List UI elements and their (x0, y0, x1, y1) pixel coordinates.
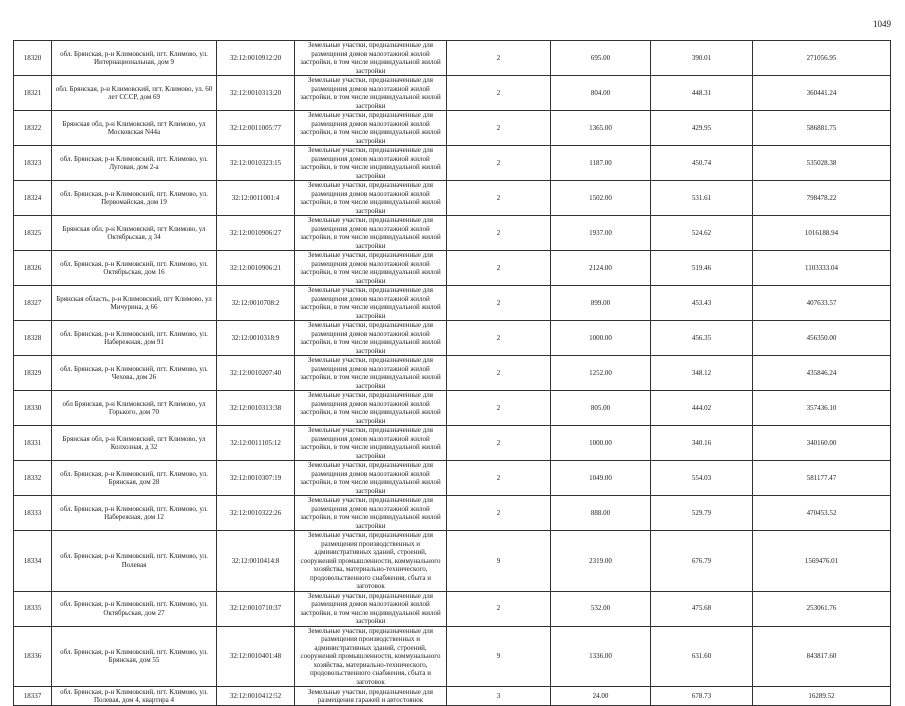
group-cell: 2 (447, 391, 551, 426)
area-cell: 1187.00 (551, 146, 651, 181)
area-cell: 24.00 (551, 687, 651, 706)
land-purpose-cell: Земельные участки, предназначенные для размещения домов малоэтажной жилой застройки, в том числе индивидуальной жилой застройки (295, 591, 447, 626)
cadastral-value-cell: 407633.57 (753, 286, 891, 321)
area-cell: 2319.00 (551, 531, 651, 592)
table-row (14, 496, 891, 531)
address-cell: Брянская область, р-н Климовский, пгт Климово, ул Мичурина, д 66 (52, 286, 217, 321)
group-cell: 2 (447, 461, 551, 496)
area-cell: 532.00 (551, 591, 651, 626)
cadastral-value-cell: 1569476.01 (753, 531, 891, 592)
address-cell: Брянская обл, р-н Климовский, пгт Климово, ул Октябрьская, д 34 (52, 216, 217, 251)
land-purpose-cell: Земельные участки, предназначенные для размещения производственных и административных зданий, строений, сооружений промышленности, коммунального хозяйства, материально-технического, продовольственного снабжения, сбыта и заготовок (295, 626, 447, 687)
row-number: 18324 (14, 181, 52, 216)
row-number: 18325 (14, 216, 52, 251)
specific-value-cell: 519.46 (651, 251, 753, 286)
cadastral-value-cell: 470453.52 (753, 496, 891, 531)
group-cell: 9 (447, 531, 551, 592)
table-row (14, 461, 891, 496)
cadastral-number-cell: 32:12:0010313:20 (217, 76, 295, 111)
cadastral-number-cell: 32:12:0010307:19 (217, 461, 295, 496)
cadastral-value-table (13, 40, 891, 706)
cadastral-value-cell: 456350.00 (753, 321, 891, 356)
page-number: 1049 (873, 19, 891, 29)
row-number: 18330 (14, 391, 52, 426)
land-purpose-cell: Земельные участки, предназначенные для размещения домов малоэтажной жилой застройки, в том числе индивидуальной жилой застройки (295, 321, 447, 356)
land-purpose-cell: Земельные участки, предназначенные для размещения домов малоэтажной жилой застройки, в том числе индивидуальной жилой застройки (295, 391, 447, 426)
group-cell: 3 (447, 687, 551, 706)
row-number: 18333 (14, 496, 52, 531)
address-cell: обл. Брянская, р-н Климовский, пгт. Климово, ул. 60 лет СССР, дом 69 (52, 76, 217, 111)
land-purpose-cell: Земельные участки, предназначенные для размещения домов малоэтажной жилой застройки, в том числе индивидуальной жилой застройки (295, 111, 447, 146)
cadastral-value-cell: 843817.60 (753, 626, 891, 687)
row-number: 18337 (14, 687, 52, 706)
specific-value-cell: 340.16 (651, 426, 753, 461)
address-cell: Брянская обл, р-н Климовский, пгт Климово, ул Колхозная, д 32 (52, 426, 217, 461)
row-number: 18326 (14, 251, 52, 286)
cadastral-value-cell: 360441.24 (753, 76, 891, 111)
cadastral-number-cell: 32:12:0010906:27 (217, 216, 295, 251)
group-cell: 2 (447, 496, 551, 531)
specific-value-cell: 450.74 (651, 146, 753, 181)
address-cell: обл. Брянская, р-н Климовский, пгт. Климово, ул. Чехова, дом 26 (52, 356, 217, 391)
table-row (14, 321, 891, 356)
specific-value-cell: 390.01 (651, 41, 753, 76)
specific-value-cell: 348.12 (651, 356, 753, 391)
row-number: 18334 (14, 531, 52, 592)
group-cell: 2 (447, 286, 551, 321)
land-purpose-cell: Земельные участки, предназначенные для размещения гаражей и автостоянок (295, 687, 447, 706)
group-cell: 2 (447, 251, 551, 286)
cadastral-number-cell: 32:12:0010708:2 (217, 286, 295, 321)
address-cell: обл. Брянская, р-н Климовский, пгт. Климово, ул. Октябрьская, дом 27 (52, 591, 217, 626)
area-cell: 1336.00 (551, 626, 651, 687)
table-row (14, 391, 891, 426)
land-purpose-cell: Земельные участки, предназначенные для размещения домов малоэтажной жилой застройки, в том числе индивидуальной жилой застройки (295, 426, 447, 461)
area-cell: 1000.00 (551, 426, 651, 461)
cadastral-number-cell: 32:12:0010401:48 (217, 626, 295, 687)
area-cell: 805.00 (551, 391, 651, 426)
cadastral-value-cell: 1016188.94 (753, 216, 891, 251)
land-purpose-cell: Земельные участки, предназначенные для размещения домов малоэтажной жилой застройки, в том числе индивидуальной жилой застройки (295, 181, 447, 216)
address-cell: Брянская обл, р-н Климовский, пгт Климово, ул Московская N44а (52, 111, 217, 146)
specific-value-cell: 448.31 (651, 76, 753, 111)
cadastral-number-cell: 32:12:0011001:4 (217, 181, 295, 216)
group-cell: 2 (447, 41, 551, 76)
specific-value-cell: 444.02 (651, 391, 753, 426)
area-cell: 899.00 (551, 286, 651, 321)
group-cell: 9 (447, 626, 551, 687)
row-number: 18335 (14, 591, 52, 626)
specific-value-cell: 631.60 (651, 626, 753, 687)
row-number: 18322 (14, 111, 52, 146)
specific-value-cell: 475.68 (651, 591, 753, 626)
specific-value-cell: 524.62 (651, 216, 753, 251)
specific-value-cell: 531.61 (651, 181, 753, 216)
table-row (14, 76, 891, 111)
table-row (14, 687, 891, 706)
cadastral-number-cell: 32:12:0010412:52 (217, 687, 295, 706)
cadastral-value-cell: 535028.38 (753, 146, 891, 181)
cadastral-number-cell: 32:12:0010906:21 (217, 251, 295, 286)
cadastral-number-cell: 32:12:0010912:20 (217, 41, 295, 76)
row-number: 18321 (14, 76, 52, 111)
address-cell: обл. Брянская, р-н Климовский, пгт. Климово, ул. Октябрьская, дом 16 (52, 251, 217, 286)
cadastral-value-cell: 340160.00 (753, 426, 891, 461)
table-row (14, 356, 891, 391)
land-purpose-cell: Земельные участки, предназначенные для размещения домов малоэтажной жилой застройки, в том числе индивидуальной жилой застройки (295, 496, 447, 531)
address-cell: обл. Брянская, р-н Климовский, пгт. Климово, ул. Брянская, дом 55 (52, 626, 217, 687)
row-number: 18332 (14, 461, 52, 496)
land-purpose-cell: Земельные участки, предназначенные для размещения производственных и административных зданий, строений, сооружений промышленности, коммунального хозяйства, материально-технического, продовольственного снабжения, сбыта и заготовок (295, 531, 447, 592)
table-row (14, 591, 891, 626)
row-number: 18336 (14, 626, 52, 687)
row-number: 18328 (14, 321, 52, 356)
area-cell: 1937.00 (551, 216, 651, 251)
table-row (14, 626, 891, 687)
address-cell: обл. Брянская, р-н Климовский, пгт. Климово, ул. Первомайская, дом 19 (52, 181, 217, 216)
cadastral-number-cell: 32:12:0010710:37 (217, 591, 295, 626)
address-cell: обл. Брянская, р-н Климовский, пгт. Климово, ул. Полевая, дом 4, квартира 4 (52, 687, 217, 706)
row-number: 18331 (14, 426, 52, 461)
cadastral-value-cell: 16289.52 (753, 687, 891, 706)
group-cell: 2 (447, 591, 551, 626)
group-cell: 2 (447, 216, 551, 251)
area-cell: 2124.00 (551, 251, 651, 286)
address-cell: обл. Брянская, р-н Климовский, пгт. Климово, ул. Набережная, дом 91 (52, 321, 217, 356)
area-cell: 1049.00 (551, 461, 651, 496)
specific-value-cell: 676.79 (651, 531, 753, 592)
cadastral-number-cell: 32:12:0010323:15 (217, 146, 295, 181)
cadastral-value-cell: 435846.24 (753, 356, 891, 391)
cadastral-number-cell: 32:12:0010318:9 (217, 321, 295, 356)
address-cell: обл. Брянская, р-н Климовский, пгт. Климово, ул. Набережная, дом 12 (52, 496, 217, 531)
group-cell: 2 (447, 146, 551, 181)
cadastral-number-cell: 32:12:0010207:40 (217, 356, 295, 391)
address-cell: обл. Брянская, р-н Климовский, пгт. Климово, ул. Луговая, дом 2-а (52, 146, 217, 181)
area-cell: 888.00 (551, 496, 651, 531)
land-purpose-cell: Земельные участки, предназначенные для размещения домов малоэтажной жилой застройки, в том числе индивидуальной жилой застройки (295, 286, 447, 321)
land-purpose-cell: Земельные участки, предназначенные для размещения домов малоэтажной жилой застройки, в том числе индивидуальной жилой застройки (295, 461, 447, 496)
area-cell: 1365.00 (551, 111, 651, 146)
group-cell: 2 (447, 181, 551, 216)
row-number: 18327 (14, 286, 52, 321)
group-cell: 2 (447, 426, 551, 461)
cadastral-number-cell: 32:12:0010313:38 (217, 391, 295, 426)
row-number: 18329 (14, 356, 52, 391)
cadastral-value-cell: 581177.47 (753, 461, 891, 496)
address-cell: обл. Брянская, р-н Климовский, пгт. Климово, ул. Интернациональная, дом 9 (52, 41, 217, 76)
specific-value-cell: 429.95 (651, 111, 753, 146)
area-cell: 1502.00 (551, 181, 651, 216)
cadastral-value-cell: 586881.75 (753, 111, 891, 146)
table-body (14, 41, 891, 706)
specific-value-cell: 529.79 (651, 496, 753, 531)
cadastral-number-cell: 32:12:0010414:8 (217, 531, 295, 592)
specific-value-cell: 453.43 (651, 286, 753, 321)
land-purpose-cell: Земельные участки, предназначенные для размещения домов малоэтажной жилой застройки, в том числе индивидуальной жилой застройки (295, 216, 447, 251)
land-purpose-cell: Земельные участки, предназначенные для размещения домов малоэтажной жилой застройки, в том числе индивидуальной жилой застройки (295, 251, 447, 286)
row-number: 18320 (14, 41, 52, 76)
land-purpose-cell: Земельные участки, предназначенные для размещения домов малоэтажной жилой застройки, в том числе индивидуальной жилой застройки (295, 41, 447, 76)
group-cell: 2 (447, 356, 551, 391)
area-cell: 1000.00 (551, 321, 651, 356)
group-cell: 2 (447, 321, 551, 356)
cadastral-value-cell: 798478.22 (753, 181, 891, 216)
cadastral-value-cell: 1103333.04 (753, 251, 891, 286)
land-purpose-cell: Земельные участки, предназначенные для размещения домов малоэтажной жилой застройки, в том числе индивидуальной жилой застройки (295, 76, 447, 111)
table-row (14, 41, 891, 76)
cadastral-number-cell: 32:12:0011005:77 (217, 111, 295, 146)
area-cell: 1252.00 (551, 356, 651, 391)
address-cell: обл. Брянская, р-н Климовский, пгт. Климово, ул. Полевая (52, 531, 217, 592)
address-cell: обл. Брянская, р-н Климовский, пгт. Климово, ул. Брянская, дом 28 (52, 461, 217, 496)
land-purpose-cell: Земельные участки, предназначенные для размещения домов малоэтажной жилой застройки, в том числе индивидуальной жилой застройки (295, 356, 447, 391)
table-row (14, 111, 891, 146)
table-row (14, 286, 891, 321)
table-row (14, 251, 891, 286)
table-row (14, 216, 891, 251)
table-row (14, 146, 891, 181)
cadastral-number-cell: 32:12:0011105:12 (217, 426, 295, 461)
area-cell: 804.00 (551, 76, 651, 111)
land-purpose-cell: Земельные участки, предназначенные для размещения домов малоэтажной жилой застройки, в том числе индивидуальной жилой застройки (295, 146, 447, 181)
area-cell: 695.00 (551, 41, 651, 76)
cadastral-value-cell: 357436.10 (753, 391, 891, 426)
group-cell: 2 (447, 111, 551, 146)
cadastral-value-cell: 253061.76 (753, 591, 891, 626)
table-row (14, 531, 891, 592)
row-number: 18323 (14, 146, 52, 181)
specific-value-cell: 554.03 (651, 461, 753, 496)
group-cell: 2 (447, 76, 551, 111)
table-row (14, 426, 891, 461)
cadastral-value-cell: 271056.95 (753, 41, 891, 76)
cadastral-number-cell: 32:12:0010322:26 (217, 496, 295, 531)
specific-value-cell: 456.35 (651, 321, 753, 356)
specific-value-cell: 678.73 (651, 687, 753, 706)
table-row (14, 181, 891, 216)
address-cell: обл Брянская, р-н Климовский, пгт Климово, ул Горького, дом 70 (52, 391, 217, 426)
